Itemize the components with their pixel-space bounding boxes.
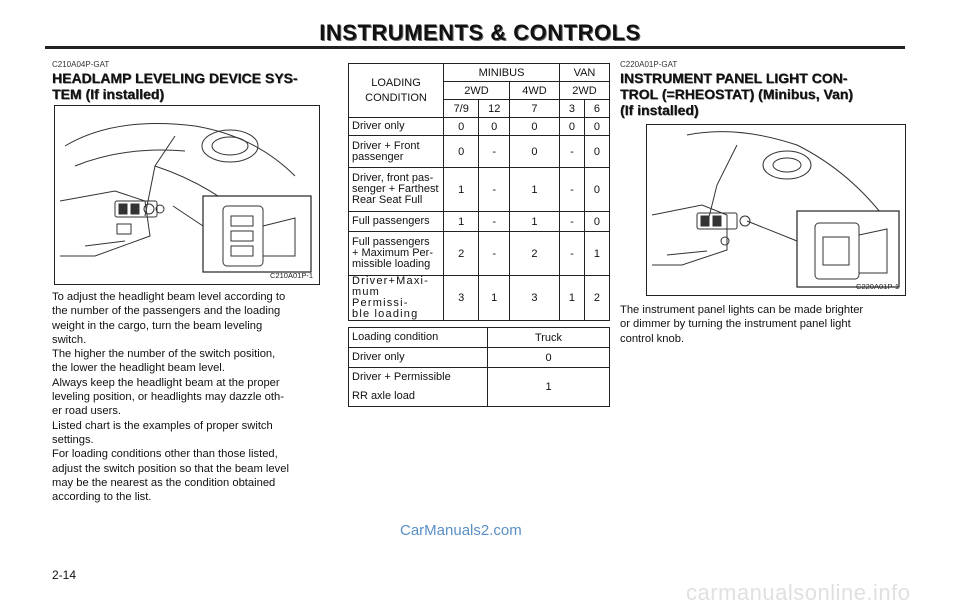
dashboard-illustration — [55, 106, 319, 284]
text-line: control knob. — [620, 332, 685, 345]
table-cell: 2 — [444, 232, 479, 276]
section-code: C220A01P-GAT — [620, 60, 678, 69]
corner-label: LOADING — [371, 76, 421, 89]
table-cell: 0 — [584, 212, 609, 232]
table-cell: 0 — [584, 168, 609, 212]
table-cell: 1 — [510, 168, 560, 212]
table-cell: 0 — [488, 348, 610, 368]
table-cell: - — [479, 232, 510, 276]
table-cell: 1 — [510, 212, 560, 232]
table-row — [349, 118, 610, 136]
header-divider — [45, 46, 905, 49]
table-cell: 1 — [444, 168, 479, 212]
watermark-link[interactable]: CarManuals2.com — [400, 522, 522, 539]
table-cell: 2 — [510, 232, 560, 276]
row-label-line: senger + Farthest — [352, 183, 439, 195]
headlamp-leveling-figure — [54, 105, 320, 285]
table-row — [349, 168, 610, 212]
van-2wd-header: 2WD — [559, 82, 609, 100]
row-label-line: Full passengers — [352, 215, 430, 227]
page-title: INSTRUMENTS & CONTROLS — [319, 20, 641, 45]
table-cell: 0 — [479, 118, 510, 136]
row-label-line: Full passengers — [352, 236, 430, 248]
table-cell: - — [559, 212, 584, 232]
table-cell: - — [559, 232, 584, 276]
switch-inset — [203, 196, 311, 272]
text-line: adjust the switch position so that the beam level — [52, 462, 289, 475]
rheostat-inset — [797, 211, 899, 287]
table-row — [349, 368, 610, 407]
row-label-line: Driver only — [352, 120, 405, 132]
truck-loading-table — [348, 327, 610, 407]
row-label — [349, 136, 444, 168]
loading-condition-table — [348, 63, 610, 321]
minibus-header: MINIBUS — [444, 64, 560, 82]
row-label — [349, 276, 444, 321]
table-cell: 0 — [559, 118, 584, 136]
figure-caption: C210A01P-1 — [270, 271, 313, 280]
dashboard-illustration — [647, 125, 905, 295]
table-cell: 0 — [584, 118, 609, 136]
row-label-line: Driver + Front — [352, 139, 420, 152]
section-heading — [620, 70, 910, 118]
table-cell: - — [479, 212, 510, 232]
table-cell: 3 — [510, 276, 560, 321]
row-label-line: ble loading — [352, 308, 419, 320]
row-label — [349, 168, 444, 212]
table-cell: 1 — [559, 276, 584, 321]
row-label-line: Rear Seat Full — [352, 194, 423, 206]
text-line: The instrument panel lights can be made brighter — [620, 304, 864, 316]
seat-count: 7 — [510, 100, 560, 118]
row-label — [349, 118, 444, 136]
heading-line: TEM (If installed) — [52, 86, 164, 102]
text-line: the lower the headlight beam level. — [52, 362, 225, 375]
table-row — [349, 348, 610, 368]
heading-line: TROL (=RHEOSTAT) (Minibus, Van) — [620, 86, 853, 102]
table-row — [349, 232, 610, 276]
table-cell: 2 — [584, 276, 609, 321]
text-line: leveling position, or headlights may dazzle oth- — [52, 391, 284, 404]
heading-line: (If installed) — [620, 102, 699, 118]
seat-count: 7/9 — [444, 100, 479, 118]
table-cell: 1 — [444, 212, 479, 232]
row-label-line: missible loading — [352, 258, 431, 270]
table-cell: 0 — [510, 136, 560, 168]
truck-table-header-label: Loading condition — [349, 328, 488, 348]
table-cell: - — [559, 168, 584, 212]
row-label: Driver only — [349, 348, 488, 368]
row-label-line: Driver+Maxi- — [352, 275, 430, 287]
seat-count: 12 — [479, 100, 510, 118]
heading-line: HEADLAMP LEVELING DEVICE SYS- — [52, 70, 298, 86]
text-line: switch. — [52, 333, 87, 346]
section-heading — [52, 70, 320, 102]
heading-line: INSTRUMENT PANEL LIGHT CON- — [620, 70, 848, 86]
seat-count: 6 — [584, 100, 609, 118]
table-row — [349, 136, 610, 168]
watermark-text: carmanualsonline.info — [686, 580, 911, 605]
row-label-line: + Maximum Per- — [352, 247, 433, 259]
table-cell: 0 — [584, 136, 609, 168]
table-cell: - — [479, 136, 510, 168]
row-label — [349, 368, 488, 407]
row-label-line: RR axle load — [352, 390, 415, 402]
text-line: or dimmer by turning the instrument panel light — [620, 318, 851, 331]
right-body-text — [620, 303, 910, 346]
row-label — [349, 232, 444, 276]
minibus-4wd-header: 4WD — [510, 82, 560, 100]
text-line: may be the nearest as the condition obtained — [52, 476, 276, 489]
table-row — [349, 276, 610, 321]
row-label-line: passenger — [352, 150, 404, 163]
text-line: Always keep the headlight beam at the proper — [52, 376, 280, 389]
text-line: Listed chart is the examples of proper switch — [52, 419, 273, 432]
text-line: the number of the passengers and the loading — [52, 305, 281, 318]
table-cell: 0 — [444, 136, 479, 168]
table-cell: 1 — [479, 276, 510, 321]
panel-light-control-figure — [646, 124, 906, 296]
table-row — [349, 212, 610, 232]
table-corner-header — [349, 64, 444, 118]
text-line: For loading conditions other than those listed, — [52, 448, 278, 461]
table-cell: 1 — [488, 368, 610, 407]
table-cell: 3 — [444, 276, 479, 321]
text-line: weight in the cargo, turn the beam leveling — [52, 319, 263, 332]
table-cell: - — [559, 136, 584, 168]
table-cell: 0 — [444, 118, 479, 136]
row-label — [349, 212, 444, 232]
section-code: C210A04P-GAT — [52, 60, 110, 69]
row-label-line: Driver, front pas- — [352, 172, 434, 184]
table-cell: 0 — [510, 118, 560, 136]
van-header: VAN — [559, 64, 609, 82]
text-line: er road users. — [52, 405, 122, 418]
figure-caption: C220A01P-1 — [856, 282, 899, 291]
table-cell: - — [479, 168, 510, 212]
truck-table-header-value: Truck — [488, 328, 610, 348]
seat-count: 3 — [559, 100, 584, 118]
minibus-2wd-header: 2WD — [444, 82, 510, 100]
left-body-text — [52, 290, 318, 504]
text-line: settings. — [52, 433, 94, 446]
text-line: To adjust the headlight beam level according to — [52, 291, 286, 303]
page-number: 2-14 — [52, 568, 77, 582]
table-cell: 1 — [584, 232, 609, 276]
text-line: The higher the number of the switch position, — [52, 348, 276, 361]
corner-label: CONDITION — [365, 91, 427, 104]
row-label-line: mum Permissi- — [352, 286, 409, 309]
text-line: according to the list. — [52, 491, 152, 504]
row-label-line: Driver + Permissible — [352, 371, 451, 383]
